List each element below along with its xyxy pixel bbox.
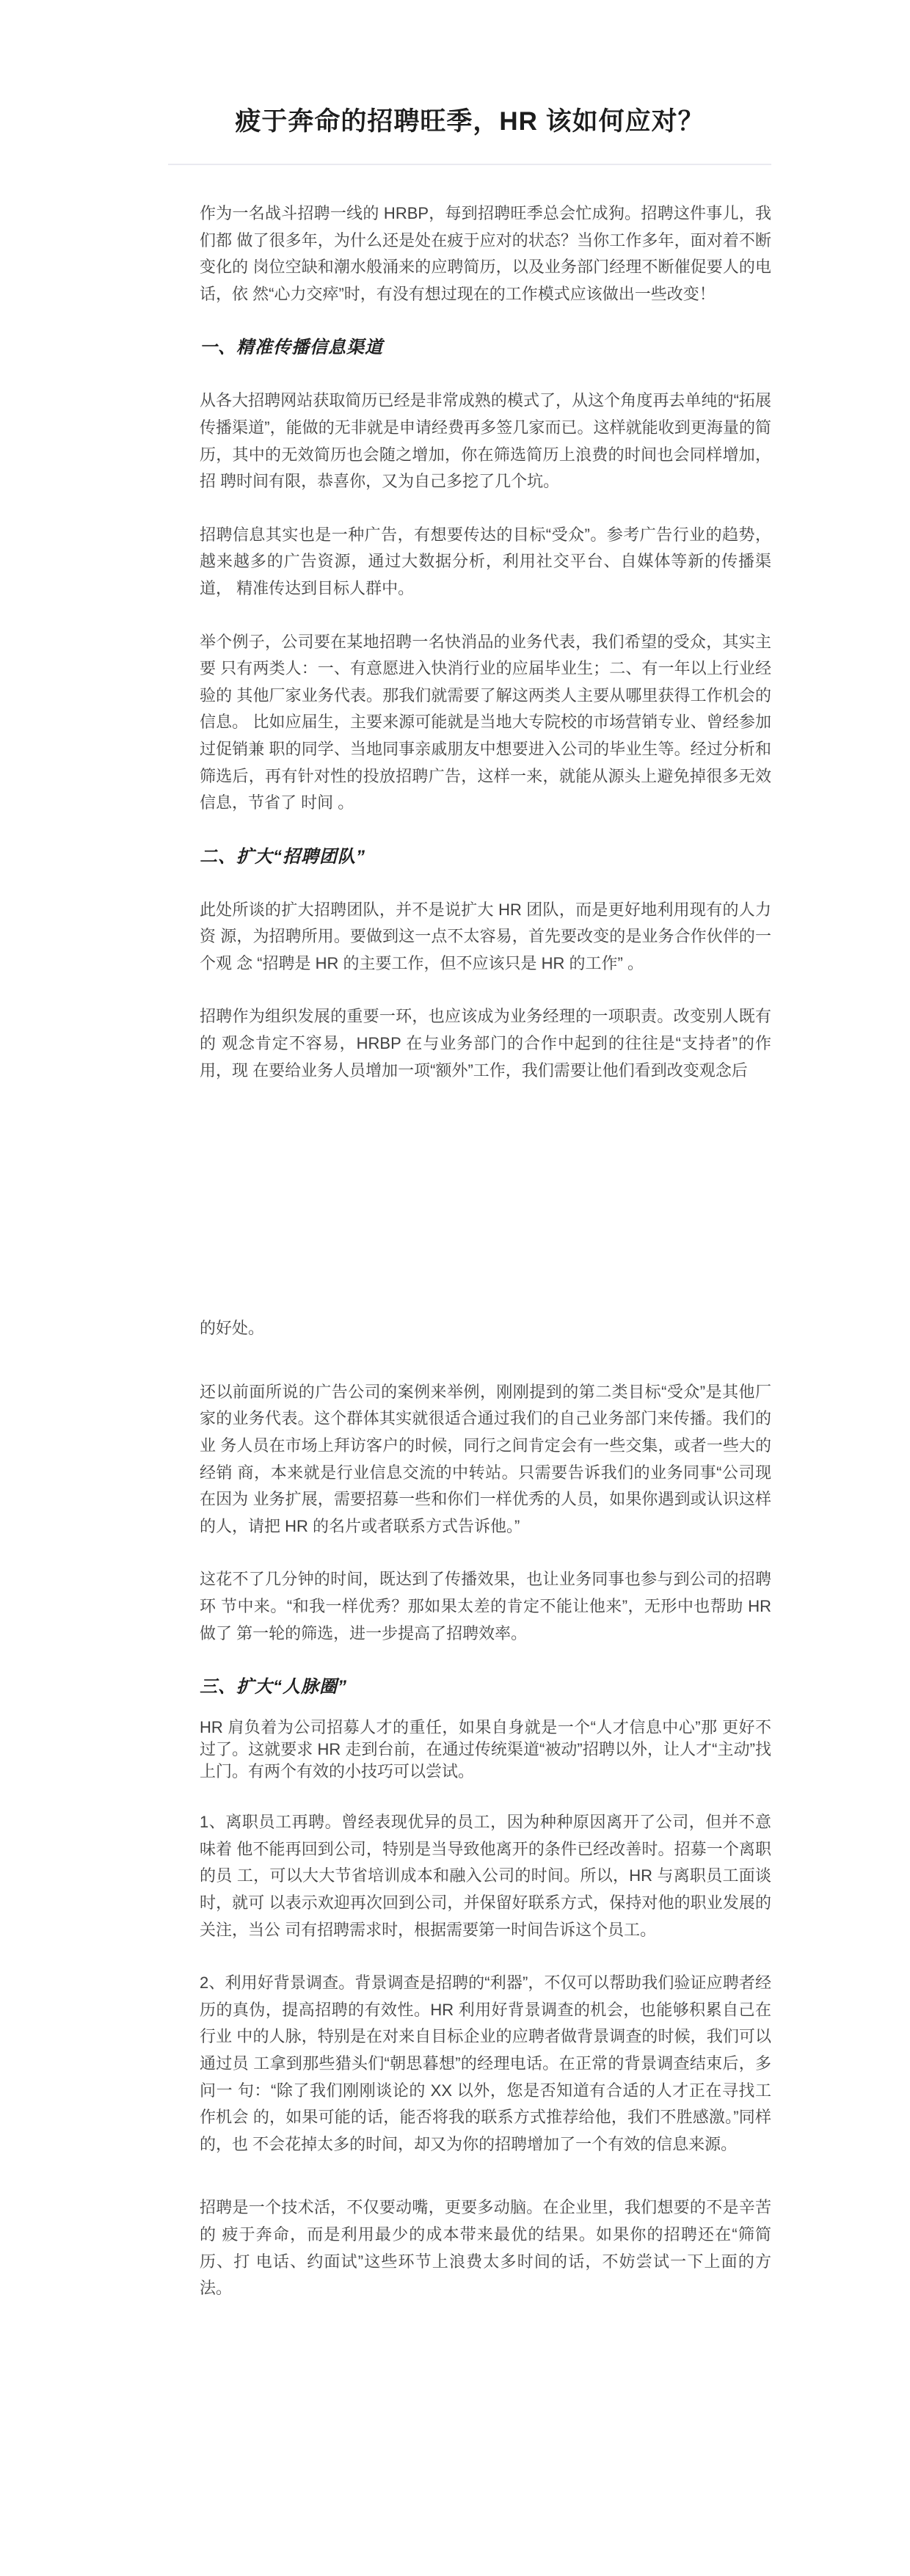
paragraph: 这花不了几分钟的时间，既达到了传播效果，也让业务同事也参与到公司的招聘环 节中来。“和我一样优秀？那如果太差的肯定不能让他来”，无形中也帮助 HR 做了 第一轮的筛选，进一步提高了招聘效率。 [200, 1570, 771, 1642]
paragraph: 举个例子，公司要在某地招聘一名快消品的业务代表，我们希望的受众，其实主要 只有两类人：一、有意愿进入快消行业的应届毕业生；二、有一年以上行业经验的 其他厂家业务代表。那我们就需要了解这两类人主要从哪里获得工作机会的信息。 比如应届生，主要来源可能就是当地大专院校的市场营销专业、曾经参加过促销兼 职的同学、当地同事亲戚朋友中想要进入公司的毕业生等。经过分析和筛选后，再有针对性的投放招聘广告，这样一来，就能从源头上避免掉很多无效信息，节省了 时间 。 [200, 632, 771, 812]
paragraph-intro: 作为一名战斗招聘一线的 HRBP，每到招聘旺季总会忙成狗。招聘这件事儿，我们都 做了很多年，为什么还是处在疲于应对的状态？当你工作多年，面对着不断变化的 岗位空缺和潮水般涌来的应聘简历，以及业务部门经理不断催促要人的电话，依 然“心力交瘁”时，有没有想过现在的工作模式应该做出一些改变！ [200, 204, 771, 303]
title-divider [168, 164, 771, 165]
paragraph-continuation: 的好处。 [200, 1319, 265, 1338]
article-title: 疲于奔命的招聘旺季，HR 该如何应对？ [235, 107, 705, 136]
paragraph: 从各大招聘网站获取简历已经是非常成熟的模式了，从这个角度再去单纯的“拓展 传播渠道”，能做的无非就是申请经费再多签几家而已。这样就能收到更海量的简 历，其中的无效简历也会随之增加，你在筛选简历上浪费的时间也会同样增加，招 聘时间有限，恭喜你，又为自己多挖了几个坑。 [200, 391, 771, 491]
article [168, 0, 771, 2446]
paragraph: 还以前面所说的广告公司的案例来举例，刚刚提到的第二类目标“受众”是其他厂 家的业务代表。这个群体其实就很适合通过我们的自己业务部门来传播。我们的业 务人员在市场上拜访客户的时候，同行之间肯定会有一些交集，或者一些大的经销 商，本来就是行业信息交流的中转站。只需要告诉我们的业务同事“公司现在因为 业务扩展，需要招募一些和你们一样优秀的人员，如果你遇到或认识这样的人，请把 HR 的名片或者联系方式告诉他。” [200, 1382, 771, 1535]
paragraph: 招聘信息其实也是一种广告，有想要传达的目标“受众”。参考广告行业的趋势， 越来越多的广告资源，通过大数据分析，利用社交平台、自媒体等新的传播渠道， 精准传达到目标人群中。 [200, 525, 771, 597]
paragraph: 此处所谈的扩大招聘团队，并不是说扩大 HR 团队，而是更好地利用现有的人力资 源，为招聘所用。要做到这一点不太容易，首先要改变的是业务合作伙伴的一个观 念 “招聘是 HR 的主要工作，但不应该只是 HR 的工作” 。 [200, 900, 771, 972]
paragraph: HR 肩负着为公司招募人才的重任，如果自身就是一个“人才信息中心”那 更好不过了。这就要求 HR 走到台前，在通过传统渠道“被动”招聘以外，让人才“主动”找 上门。有两个有效的小技巧可以尝试。 [200, 1718, 771, 1781]
paragraph-conclusion: 招聘是一个技术活，不仅要动嘴，更要多动脑。在企业里，我们想要的不是辛苦的 疲于奔命，而是利用最少的成本带来最优的结果。如果你的招聘还在“筛简历、打 电话、约面试”这些环节上浪费太多时间的话，不妨尝试一下上面的方法。 [200, 2198, 771, 2298]
missing-image-placeholder [168, 1110, 771, 1315]
section-heading-1: 一、精准传播信息渠道 [200, 338, 383, 358]
paragraph-tip-1: 1、离职员工再聘。曾经表现优异的员工，因为种种原因离开了公司，但并不意味着 他不能再回到公司，特别是当导致他离开的条件已经改善时。招募一个离职的员 工，可以大大节省培训成本和融入公司的时间。所以，HR 与离职员工面谈时，就可 以表示欢迎再次回到公司，并保留好联系方式，保持对他的职业发展的关注，当公 司有招聘需求时，根据需要第一时间告诉这个员工。 [200, 1813, 771, 1939]
paragraph-tip-2: 2、利用好背景调查。背景调查是招聘的“利器”，不仅可以帮助我们验证应聘者经 历的真伪，提高招聘的有效性。HR 利用好背景调查的机会，也能够积累自己在行业 中的人脉，特别是在对来自目标企业的应聘者做背景调查的时候，我们可以通过员 工拿到那些猎头们“朝思暮想”的经理电话。在正常的背景调查结束后，多问一 句：“除了我们刚刚谈论的 XX 以外，您是否知道有合适的人才正在寻找工作机会 的，如果可能的话，能否将我的联系方式推荐给他，我们不胜感激。”同样的，也 不会花掉太多的时间，却又为你的招聘增加了一个有效的信息来源。 [200, 1973, 771, 2153]
section-heading-2: 二、扩大“招聘团队” [200, 846, 365, 867]
paragraph: 招聘作为组织发展的重要一环，也应该成为业务经理的一项职责。改变别人既有的 观念肯定不容易，HRBP 在与业务部门的合作中起到的往往是“支持者”的作用，现 在要给业务人员增加一项“额外”工作，我们需要让他们看到改变观念后 [200, 1007, 771, 1080]
section-heading-3: 三、扩大“人脉圈” [200, 1677, 347, 1698]
